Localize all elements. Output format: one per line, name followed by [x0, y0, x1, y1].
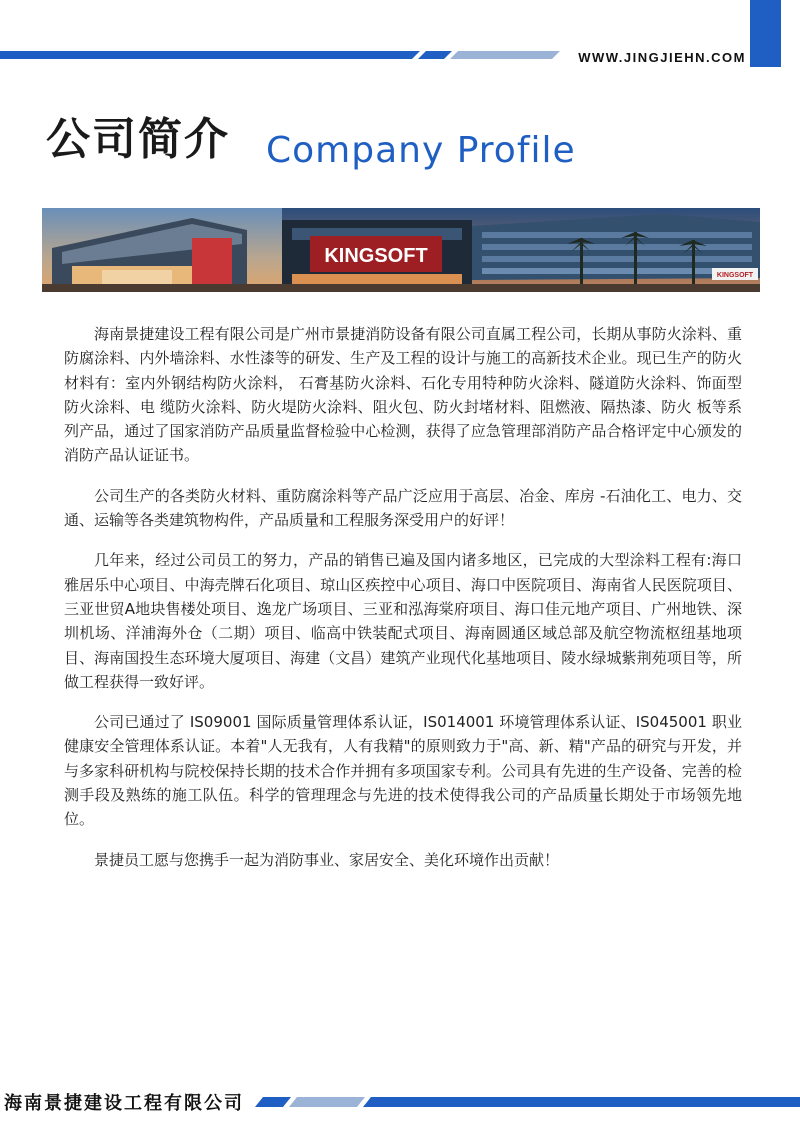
header-stripe — [0, 51, 560, 59]
paragraph-intro: 海南景捷建设工程有限公司是广州市景捷消防设备有限公司直属工程公司，长期从事防火涂料、重防腐涂料、内外墙涂料、水性漆等的研发、生产及工程的设计与施工的高新技术企业。现已生产的防火材料有：室内外钢结构防火涂料， 石膏基防火涂料、石化专用特种防火涂料、隧道防火涂料、饰面型防火涂料、电 缆防火涂料、防火堤防火涂料、阻火包、防火封堵材料、阻燃液、隔热漆、防火 板等系列产品，通过了国家消防产品质量监督检验中心检测，获得了应急管理部消防产品合格评定中心颁发的消防产品认证证书。 — [64, 325, 742, 465]
site-url[interactable]: WWW.JINGJIEHN.COM — [578, 50, 746, 65]
footer-company-name: 海南景捷建设工程有限公司 — [4, 1093, 244, 1114]
header-corner-bar — [750, 0, 781, 67]
banner-photo — [42, 208, 760, 292]
company-profile-text — [64, 322, 742, 888]
banner-logo-text: KINGSOFT — [324, 245, 428, 267]
banner-illustration — [42, 208, 760, 292]
banner-ground-sign: KINGSOFT — [716, 272, 754, 279]
page-title: 公司简介 — [46, 114, 230, 165]
paragraph-projects: 几年来，经过公司员工的努力，产品的销售已遍及国内诸多地区，已完成的大型涂料工程有:海口雅居乐中心项目、中海壳牌石化项目、琼山区疾控中心项目、海口中医院项目、海南省人民医院项目、三亚世贸A地块售楼处项目、逸龙广场项目、三亚和泓海棠府项目、海口佳元地产项目、广州地铁、深圳机场、洋浦海外仓（二期）项目、临高中铁装配式项目、海南圆通区域总部及航空物流枢纽基地项目、海南国投生态环境大厦项目、海建（文昌）建筑产业现代化基地项目、陵水绿城紫荆苑项目等，所做工程获得一致好评。 — [64, 551, 742, 691]
page-title-english: Company Profile — [266, 130, 576, 171]
paragraph-applications: 公司生产的各类防火材料、重防腐涂料等产品广泛应用于高层、冶金、库房 -石油化工、电力、交通、运输等各类建筑物构件，产品质量和工程服务深受用户的好评！ — [64, 486, 742, 530]
paragraph-certifications: 公司已通过了 IS09001 国际质量管理体系认证，IS014001 环境管理体系认证、IS045001 职业健康安全管理体系认证。本着"人无我有，人有我精"的原则致力于"高、新、精"产品的研究与开发，并与多家科研机构与院校保持长期的技术合作并拥有多项国家专利。公司具有先进的生产设备、完善的检测手段及熟练的施工队伍。科学的管理理念与先进的技术使得我公司的产品质量长期处于市场领先地位。 — [64, 713, 742, 829]
footer-stripe — [255, 1097, 800, 1107]
paragraph-closing: 景捷员工愿与您携手一起为消防事业、家居安全、美化环境作出贡献！ — [94, 850, 560, 869]
